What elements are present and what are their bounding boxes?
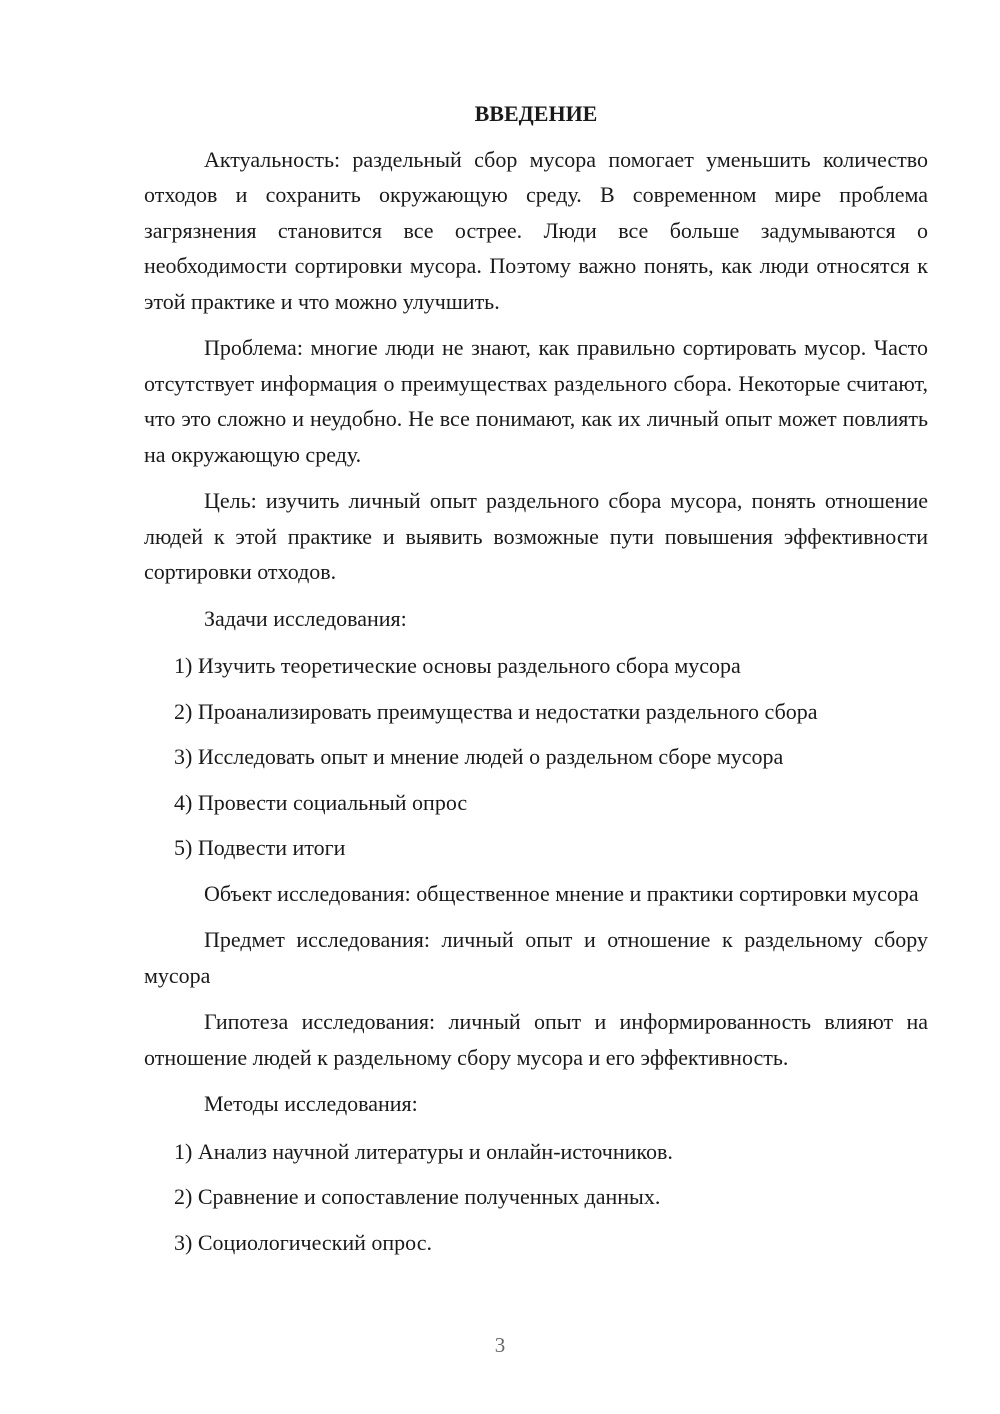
list-item: 3) Социологический опрос. <box>174 1229 432 1255</box>
relevance-paragraph: Актуальность: раздельный сбор мусора помогает уменьшить количество отходов и сохранить окружающую среду. В современном мире проблема загрязнения становится все острее. Люди все больше задумываются о необходимости сортировки мусора. Поэтому важно понять, как люди относятся к этой практике и что можно улучшить. <box>144 146 928 314</box>
object-paragraph: Объект исследования: общественное мнение и практики сортировки мусора <box>204 880 919 906</box>
methods-list <box>144 1134 928 1261</box>
list-item: 3) Исследовать опыт и мнение людей о раздельном сборе мусора <box>174 744 784 769</box>
document-page <box>144 96 928 1270</box>
methods-label: Методы исследования: <box>204 1091 418 1116</box>
list-item: 1) Изучить теоретические основы раздельного сбора мусора <box>174 653 741 678</box>
hypothesis-paragraph: Гипотеза исследования: личный опыт и информированность влияют на отношение людей к раздельному сбору мусора и его эффективность. <box>144 1009 928 1070</box>
subject-paragraph: Предмет исследования: личный опыт и отношение к раздельному сбору мусора <box>144 927 928 988</box>
page-title: ВВЕДЕНИЕ <box>474 101 598 126</box>
list-item: 1) Анализ научной литературы и онлайн-источников. <box>174 1138 673 1164</box>
tasks-list <box>144 648 928 866</box>
page-number: 3 <box>494 1333 506 1357</box>
goal-paragraph: Цель: изучить личный опыт раздельного сбора мусора, понять отношение людей к этой практике и выявить возможные пути повышения эффективности сортировки отходов. <box>144 488 928 584</box>
problem-paragraph: Проблема: многие люди не знают, как правильно сортировать мусор. Часто отсутствует информация о преимуществах раздельного сбора. Некоторые считают, что это сложно и неудобно. Не все понимают, как их личный опыт может повлиять на окружающую среду. <box>144 335 928 467</box>
tasks-label: Задачи исследования: <box>204 605 407 631</box>
list-item: 5) Подвести итоги <box>174 835 346 860</box>
list-item: 4) Провести социальный опрос <box>174 789 468 815</box>
list-item: 2) Проанализировать преимущества и недостатки раздельного сбора <box>174 698 818 724</box>
list-item: 2) Сравнение и сопоставление полученных данных. <box>174 1184 661 1209</box>
